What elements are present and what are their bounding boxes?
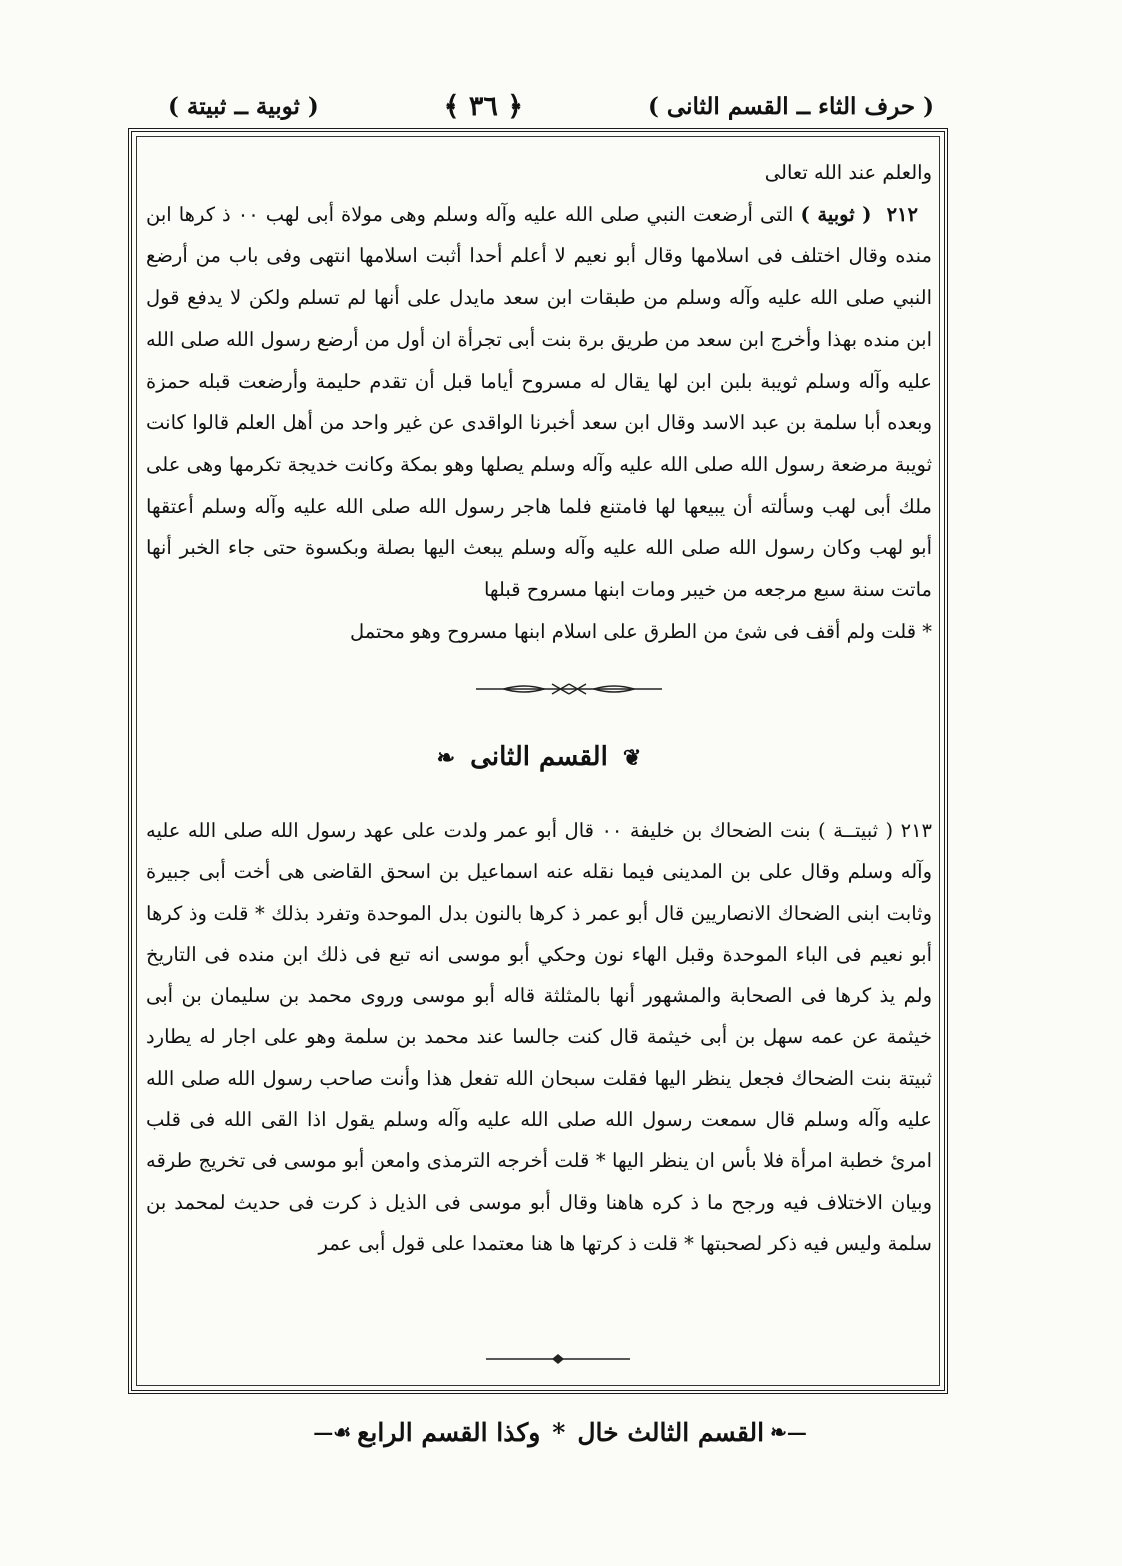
section-heading [146,742,932,788]
header-chapter-title: ( حرف الثاء ــ القسم الثانى ) [648,92,934,120]
entry-213-name: ( ثبيتــة ) [818,819,894,842]
entry-213-text: بنت الضحاك بن خليفة ٠٠ قال أبو عمر ولدت على عهد رسول الله صلى الله عليه وآله وسلم وقال على بن المدينى فيما نقله عنه اسماعيل بن اسحق القاضى هى أخت أبى جبيرة وثابت ابنى الضحاك الانصاريين قال أبو عمر ذ كرها بالنون بدل الموحدة وتفرد بذلك * قلت وذ كرها أبو نعيم فى الباء الموحدة وقبل الهاء نون وحكي أبو موسى انه تبع فى ذلك ابن منده فى التاريخ ولم يذ كرها فى الصحابة والمشهور أنها بالمثلثة قاله أبو موسى وروى محمد بن سليمان بن أبى خيثمة عن عمه سهل بن أبى خيثمة قال كنت جالسا عند محمد بن سلمة وهو على اجار له يطارد ثبيتة بنت الضحاك فجعل ينظر اليها فقلت سبحان الله تفعل هذا وأنت صاحب رسول الله صلى الله عليه وآله وسلم قال سمعت رسول الله صلى الله عليه وآله وسلم يقول اذا القى الله فى قلب امرئ خطبة امرأة فلا بأس ان ينظر اليها * قلت أخرجه الترمذى وامعن أبو موسى فى تخريج طرقه وبيان الاختلاف فيه ورجح ما ذ كره هاهنا وقال أبو موسى فى الذيل ذ كرت فى حديث لمحمد بن سلمة وليس فيه ذكر لصحبتها * قلت ذ كرتها ها هنا معتمدا على قول أبى عمر [146,819,932,1255]
footer-flourish-left-icon: ☙— [313,1420,352,1444]
footer-banner [250,1408,870,1456]
entry-212-number: ٢١٢ [886,202,918,226]
entry-212-name: ( ثوبية ) [800,202,872,226]
entry-212 [146,194,932,611]
main-text-block-lower [146,810,932,1264]
entry-213 [146,810,932,1264]
footer-separator: * [552,1417,566,1447]
heading-flourish-left-icon: ❧ [436,745,456,771]
entry-213-number: ٢١٣ [900,819,933,842]
lead-in-line: والعلم عند الله تعالى [764,161,932,184]
section-heading-text: القسم الثانى [470,742,608,772]
diamond-divider-icon [484,1350,632,1362]
entry-212-note: * قلت ولم أقف فى شئ من الطرق على اسلام ابنها مسروح وهو محتمل [349,619,932,643]
header-entry-range: ( ثوبية ــ ثبيتة ) [168,92,319,120]
ornamental-divider-icon [474,682,664,696]
main-text-block-upper [146,152,932,652]
heading-flourish-right-icon: ❦ [622,745,642,771]
footer-flourish-right-icon: —❧ [770,1420,807,1444]
footer-part3: القسم الثالث خال [577,1417,765,1447]
running-header [168,86,934,126]
entry-212-text: التى أرضعت النبي صلى الله عليه وآله وسلم وهى مولاة أبى لهب ٠٠ ذ كرها ابن منده وقال اختلف فى اسلامها وقال أبو نعيم لا أعلم أحدا أثبت اسلامها انتهى وفى باب من أرضع النبي صلى الله عليه وآله وسلم من طبقات ابن سعد مايدل على أنها لم تسلم ولكن لا يدفع قول ابن منده بهذا وأخرج ابن سعد من طريق برة بنت أبى تجرأة ان أول من أرضع رسول الله صلى الله عليه وآله وسلم ثويبة بلبن ابن لها يقال له مسروح أياما قبل أن تقدم حليمة وأرضعت قبله حمزة وبعده أبا سلمة بن عبد الاسد وقال ابن سعد أخبرنا الواقدى عن غير واحد من أهل العلم قالوا كانت ثويبة مرضعة رسول الله صلى الله عليه وآله وسلم يصلها وهو بمكة وكانت خديجة تكرمها وهى على ملك أبى لهب وسألته أن يبيعها لها فامتنع فلما هاجر رسول الله صلى الله عليه وآله وسلم أعتقها أبو لهب وكان رسول الله صلى الله عليه وآله وسلم يبعث اليها بصلة وبكسوة حتى جاء الخبر أنها ماتت سنة سبع مرجعه من خيبر ومات ابنها مسروح قبلها [146,202,932,602]
footer-part4: وكذا القسم الرابع [357,1417,541,1447]
page-number: ﴿ ٣٦ ﴾ [443,90,524,122]
